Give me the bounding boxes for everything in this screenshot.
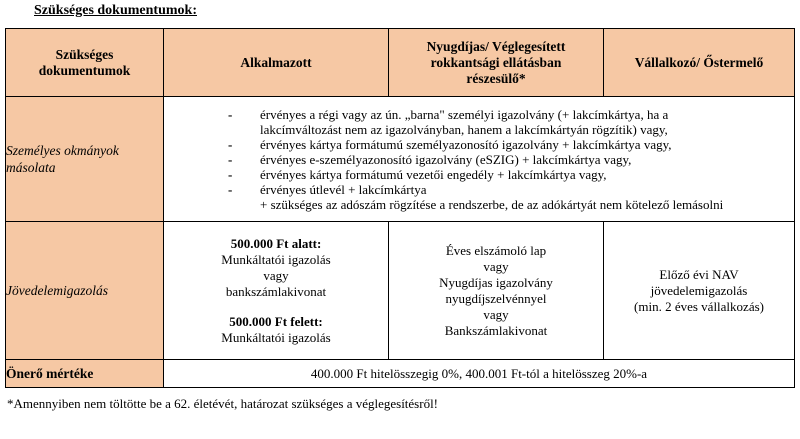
income-line: Előző évi NAV — [659, 266, 739, 282]
row-personal-documents — [6, 97, 795, 222]
income-line: vagy — [483, 306, 509, 322]
header-documents — [6, 29, 164, 97]
list-item — [164, 107, 790, 137]
income-line: nyugdíjszelvénnyel — [445, 290, 547, 306]
list-item-text: + szükséges az adószám rögzítése a rendszerbe, de az adókártyát nem kötelező lemásolni — [260, 196, 724, 212]
label-line: másolata — [6, 160, 56, 175]
section-heading: Szükséges dokumentumok: — [34, 3, 197, 18]
list-item-text: érvényes a régi vagy az ún. „barna" személyi igazolvány (+ lakcímkártya, ha a — [260, 106, 669, 122]
dash-bullet: - — [228, 106, 233, 122]
income-line: vagy — [263, 267, 289, 283]
list-item-text: érvényes kártya formátumú személyazonosító igazolvány + lakcímkártya vagy, — [260, 136, 672, 152]
list-item-text: érvényes kártya formátumú vezetői engedély + lakcímkártya vagy, — [260, 166, 607, 182]
income-line: Munkáltatói igazolás — [221, 251, 331, 267]
footnote: *Amennyiben nem töltötte be a 62. életévét, határozat szükséges a véglegesítésről! — [7, 396, 439, 411]
list-item-text: érvényes e-személyazonosító igazolvány (eSZIG) + lakcímkártya vagy, — [260, 151, 632, 167]
income-employee-cell — [164, 222, 389, 360]
header-pensioner-line: rokkantsági ellátásban — [430, 54, 562, 70]
dash-bullet: - — [228, 166, 233, 182]
header-employee: Alkalmazott — [164, 29, 389, 97]
list-item-text: lakcímváltozást nem az igazolványban, hanem a lakcímkártyán rögzítik) vagy, — [260, 121, 668, 137]
dash-bullet: - — [228, 181, 233, 197]
list-item — [164, 137, 790, 152]
income-line: bankszámlakivonat — [225, 283, 327, 299]
label-personal-documents — [6, 97, 164, 222]
header-pensioner — [389, 29, 604, 97]
header-documents-line: Szükséges — [55, 46, 114, 62]
income-entrepreneur-cell — [604, 222, 795, 360]
dash-bullet: - — [228, 151, 233, 167]
income-line: Bankszámlakivonat — [444, 322, 548, 338]
id-options-list — [164, 103, 794, 216]
list-item — [164, 152, 790, 167]
row-own-contribution — [6, 360, 795, 388]
header-pensioner-line: Nyugdíjas/ Véglegesített — [426, 38, 566, 54]
income-line: (min. 2 éves vállalkozás) — [634, 298, 764, 314]
header-documents-line: dokumentumok — [38, 62, 131, 78]
income-pensioner-cell — [389, 222, 604, 360]
header-entrepreneur: Vállalkozó/ Őstermelő — [604, 29, 795, 97]
label-line: Személyes okmányok — [6, 143, 119, 158]
table-header-row — [6, 29, 795, 97]
income-line: vagy — [483, 258, 509, 274]
list-item-text: érvényes útlevél + lakcímkártya — [260, 181, 427, 197]
income-threshold-over: 500.000 Ft felett: — [229, 313, 323, 329]
income-line: Nyugdíjas igazolvány — [439, 274, 553, 290]
label-income: Jövedelemigazolás — [6, 222, 164, 360]
income-line: jövedelemigazolás — [650, 282, 748, 298]
label-own-contribution: Önerő mértéke — [6, 360, 164, 388]
row-income — [6, 222, 795, 360]
income-line: Éves elszámoló lap — [445, 242, 547, 258]
income-line: Munkáltatói igazolás — [221, 329, 331, 345]
list-item — [164, 182, 790, 212]
dash-bullet: - — [228, 136, 233, 152]
documents-table — [5, 28, 795, 388]
header-pensioner-line: részesülő* — [466, 70, 526, 86]
list-item — [164, 167, 790, 182]
income-threshold-under: 500.000 Ft alatt: — [230, 235, 322, 251]
own-contribution-value: 400.000 Ft hitelösszegig 0%, 400.001 Ft-tól a hitelösszeg 20%-a — [164, 360, 795, 388]
id-options-cell — [164, 97, 795, 222]
